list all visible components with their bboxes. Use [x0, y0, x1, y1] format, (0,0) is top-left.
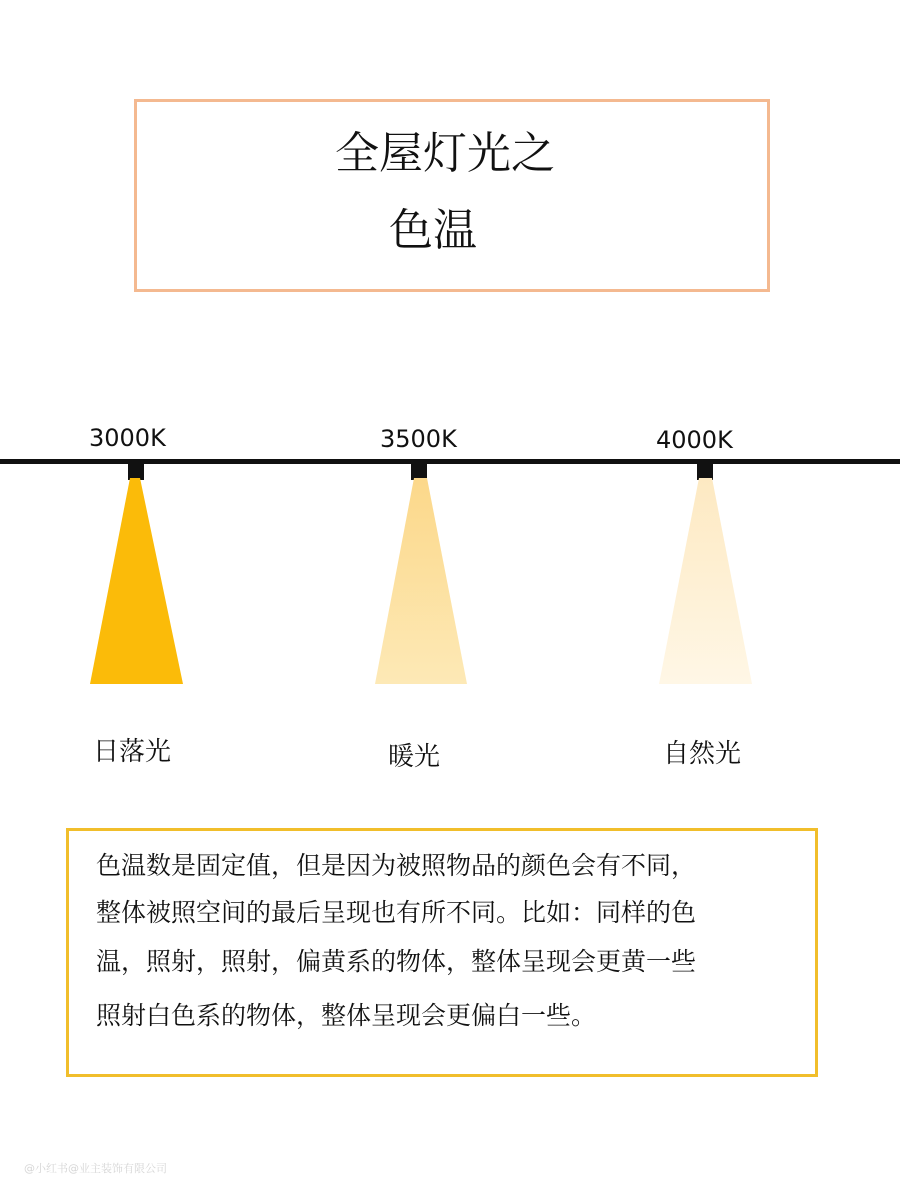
page-title-line-1: 全屋灯光之	[335, 128, 555, 179]
watermark: @小红书@业主装饰有限公司	[24, 1162, 167, 1175]
light-beam-3500k	[372, 478, 472, 684]
description-line-1: 色温数是固定值，但是因为被照物品的颜色会有不同，	[96, 851, 697, 880]
description-line-4: 照射白色系的物体，整体呈现会更偏白一些。	[96, 1001, 597, 1030]
lamp-temperature-3000k: 3000K	[89, 424, 166, 452]
description-line-2: 整体被照空间的最后呈现也有所不同。比如：同样的色	[96, 898, 697, 927]
light-beam-3000k	[88, 478, 188, 684]
light-name-natural: 自然光	[663, 739, 742, 769]
page-title-line-2: 色温	[389, 205, 477, 256]
light-name-warm: 暖光	[388, 742, 441, 772]
light-beam-4000k	[656, 478, 756, 684]
description-box	[66, 828, 818, 1077]
description-line-3: 温，照射，照射，偏黄系的物体，整体呈现会更黄一些	[96, 947, 697, 976]
lamp-temperature-3500k: 3500K	[380, 425, 457, 453]
light-name-sunset: 日落光	[93, 737, 172, 767]
title-box	[134, 99, 770, 292]
lamp-temperature-4000k: 4000K	[656, 426, 733, 454]
